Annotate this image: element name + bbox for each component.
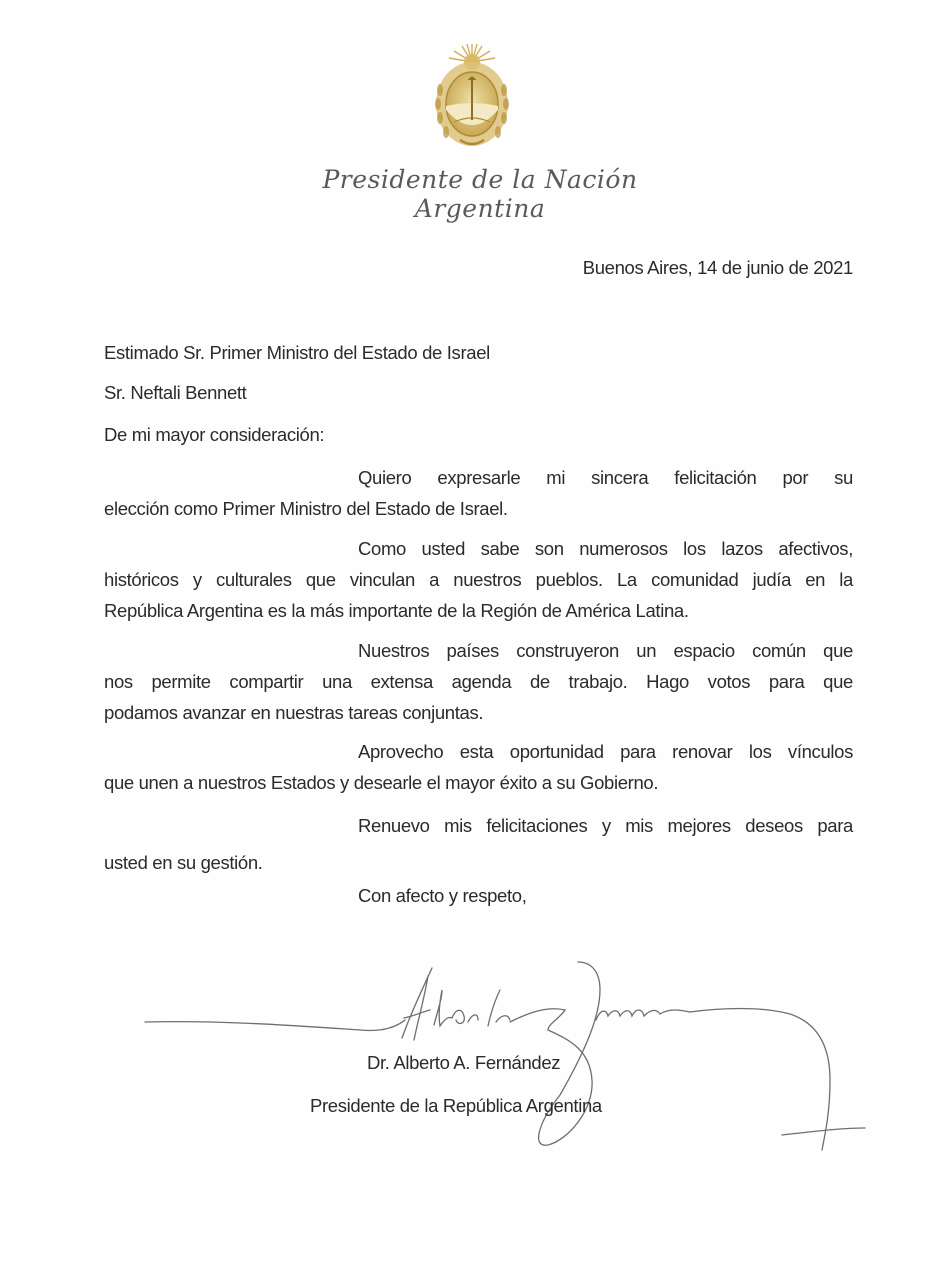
- salutation-line-1: Estimado Sr. Primer Ministro del Estado de Israel: [104, 342, 490, 363]
- signatory-name: Dr. Alberto A. Fernández: [367, 1052, 561, 1073]
- paragraph-line: usted en su gestión.: [104, 852, 263, 873]
- paragraph-congratulations: [104, 462, 853, 524]
- paragraph-line: República Argentina es la más importante de la Región de América Latina.: [104, 600, 689, 621]
- paragraph-renewal: [104, 810, 853, 878]
- paragraph-line: históricos y culturales que vinculan a nuestros pueblos. La comunidad judía en la: [104, 569, 853, 590]
- paragraph-line: podamos avanzar en nuestras tareas conjuntas.: [104, 702, 484, 723]
- letter-date: Buenos Aires, 14 de junio de 2021: [582, 257, 853, 278]
- salutation-line-2: Sr. Neftali Bennett: [104, 382, 247, 403]
- paragraph-first-line: Como usted sabe son numerosos los lazos afectivos,: [358, 538, 853, 559]
- signatory-title: Presidente de la República Argentina: [310, 1095, 602, 1116]
- paragraph-first-line: Aprovecho esta oportunidad para renovar los vínculos: [358, 741, 853, 762]
- paragraph-first-line: Renuevo mis felicitaciones y mis mejores deseos para: [358, 815, 853, 836]
- paragraph-common-space: [104, 635, 853, 728]
- paragraph-first-line: Nuestros países construyeron un espacio común que: [358, 640, 853, 661]
- paragraph-opportunity: [104, 736, 853, 798]
- paragraph-line: que unen a nuestros Estados y desearle el mayor éxito a su Gobierno.: [104, 772, 659, 793]
- paragraph-first-line: Quiero expresarle mi sincera felicitación por su: [358, 467, 853, 488]
- salutation-line-3: De mi mayor consideración:: [104, 424, 325, 445]
- paragraph-line: elección como Primer Ministro del Estado de Israel.: [104, 498, 508, 519]
- letterhead-title: Presidente de la Nación Argentina: [322, 165, 638, 223]
- closing-text: Con afecto y respeto,: [358, 885, 527, 906]
- coat-of-arms-icon: [432, 40, 512, 152]
- paragraph-line: nos permite compartir una extensa agenda de trabajo. Hago votos para que: [104, 671, 853, 692]
- paragraph-ties: [104, 533, 853, 626]
